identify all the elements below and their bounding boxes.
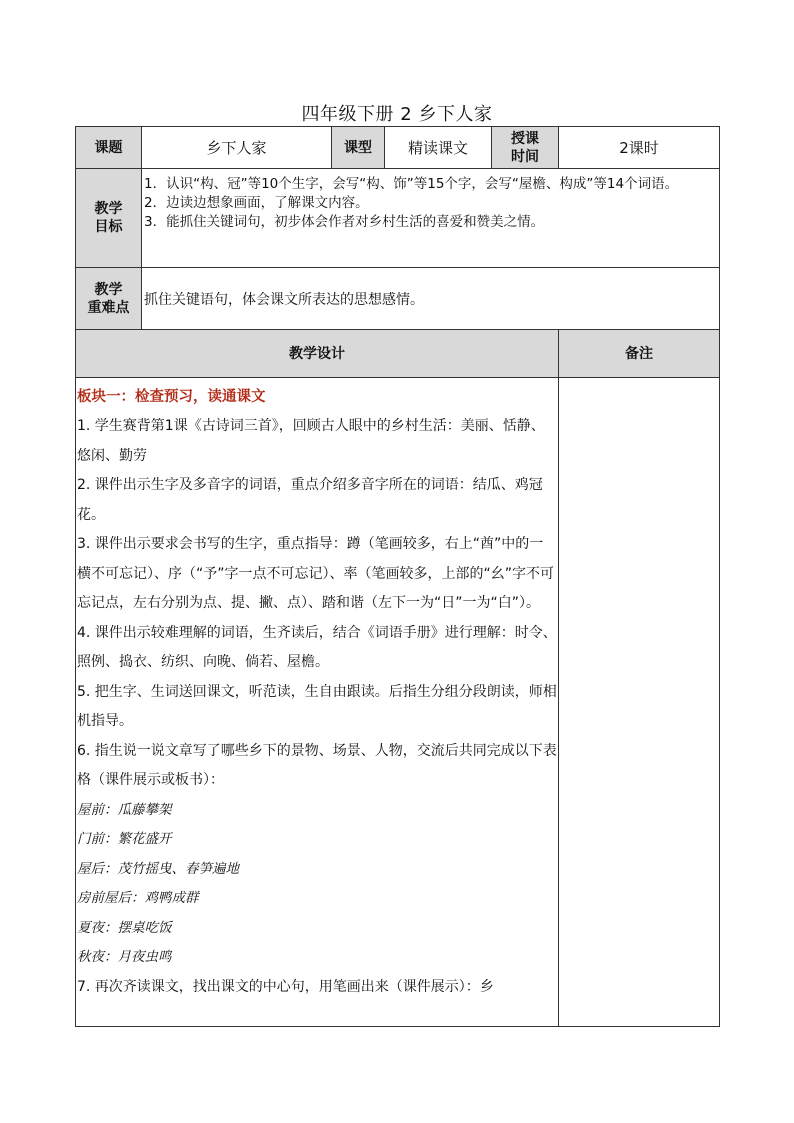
scene-item: 夏夜：摆桌吃饭 [77,919,172,936]
key-points-row [76,268,720,330]
goals-label [76,169,142,268]
key-points-label-line2: 重难点 [87,299,130,316]
design-paragraph: 5. 把生字、生词送回课文，听范读，生自由跟读。后指生分组分段朗读，师相机指导。 [77,683,557,729]
scene-item: 房前屋后：鸡鸭成群 [77,890,199,906]
hours-label-line1: 授课 [511,130,539,147]
notes-content [559,378,720,1027]
goal-item: 2．边读边想象画面，了解课文内容。 [144,195,369,211]
notes-header: 备注 [559,330,720,378]
design-paragraph: 6. 指生说一说文章写了哪些乡下的景物、场景、人物，交流后共同完成以下表格（课件展示或板书）： [77,742,557,788]
goals-label-line1: 教学 [94,201,123,217]
topic-row [76,127,720,169]
topic-label: 课题 [76,127,142,169]
hours-label-line2: 时间 [511,148,539,165]
key-points-content: 抓住关键语句，体会课文所表达的思想感情。 [142,268,720,330]
key-points-label-line1: 教学 [94,281,123,298]
scene-item: 门前：繁花盛开 [77,831,172,847]
design-header: 教学设计 [76,330,559,378]
scene-item: 秋夜：月夜虫鸣 [77,949,172,965]
hours-label [492,127,559,169]
design-content [76,378,559,1027]
scene-item: 屋后：茂竹摇曳、春笋遍地 [77,860,239,877]
topic-value: 乡下人家 [142,127,332,169]
design-paragraph: 4. 课件出示较难理解的词语，生齐读后，结合《词语手册》进行理解：时令、照例、捣衣、纺织、向晚、倘若、屋檐。 [77,624,557,670]
type-value: 精读课文 [385,127,492,169]
hours-value: 2课时 [559,127,720,169]
design-paragraph: 2. 课件出示生字及多音字的词语，重点介绍多音字所在的词语：结瓜、鸡冠花。 [77,477,543,523]
design-header-row [76,330,720,378]
section-title: 板块一：检查预习，读通课文 [77,389,266,405]
design-paragraph: 1. 学生赛背第1课《古诗词三首》，回顾古人眼中的乡村生活：美丽、恬静、悠闲、勤劳 [77,418,545,464]
design-body-row [76,378,720,1027]
goals-row [76,169,720,268]
design-paragraph: 7. 再次齐读课文，找出课文的中心句，用笔画出来（课件展示）：乡 [77,978,494,995]
design-paragraph: 3. 课件出示要求会书写的生字，重点指导：蹲（笔画较多，右上“酋”中的一横不可忘记）、序（“予”字一点不可忘记）、率（笔画较多，上部的“幺”字不可忘记点，左右分别为点、提、撇、点）、踏和谐（左下一为“日”一为“白”）。 [77,536,555,611]
lesson-plan-table [75,126,720,1027]
key-points-label [76,268,142,330]
goal-item: 1．认识“构、冠”等10个生字，会写“构、饰”等15个字，会写“屋檐、构成”等14个词语。 [144,176,679,192]
type-label: 课型 [332,127,385,169]
goals-label-line2: 目标 [94,219,123,235]
scene-item: 屋前：瓜藤攀架 [77,801,172,818]
document-title: 四年级下册 2 乡下人家 [301,104,493,125]
goal-item: 3．能抓住关键词句，初步体会作者对乡村生活的喜爱和赞美之情。 [144,214,545,230]
goals-content [142,169,720,268]
